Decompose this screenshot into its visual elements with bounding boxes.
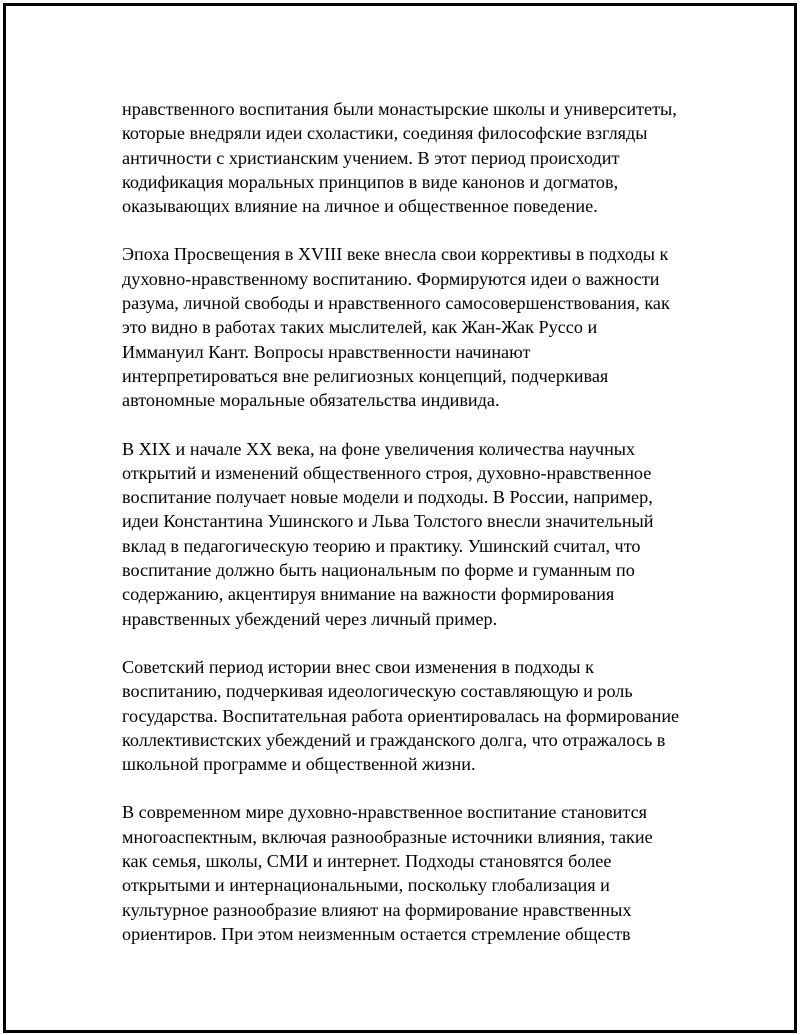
text-line: Советский период истории внес свои изменения в подходы к — [122, 656, 594, 677]
text-line: оказывающих влияние на личное и общественное поведение. — [122, 196, 598, 217]
text-line: воспитанию, подчеркивая идеологическую составляющую и роль — [122, 681, 633, 702]
text-line: В XIX и начале XX века, на фоне увеличения количества научных — [122, 438, 636, 459]
text-line: нравственного воспитания были монастырские школы и университеты, — [122, 99, 677, 119]
text-line: содержанию, акцентируя внимание на важности формирования — [122, 584, 615, 605]
text-line: идеи Константина Ушинского и Льва Толстого внесли значительный — [122, 511, 654, 532]
text-line: Эпоха Просвещения в XVIII веке внесла свои коррективы в подходы к — [122, 244, 669, 265]
text-line: открытий и изменений общественного строя, духовно-нравственное — [122, 462, 652, 483]
paragraph-3 — [122, 437, 722, 631]
text-line: государства. Воспитательная работа ориентировалась на формирование — [122, 705, 680, 726]
text-line: вклад в педагогическую теорию и практику. Ушинский считал, что — [122, 535, 641, 556]
text-line: духовно-нравственному воспитанию. Формируются идеи о важности — [122, 268, 660, 289]
text-line: нравственных убеждений через личный пример. — [122, 608, 498, 629]
text-line: воспитание получает новые модели и подходы. В России, например, — [122, 487, 653, 508]
paragraph-2 — [122, 242, 722, 412]
text-line: культурное разнообразие влияют на формирование нравственных — [122, 899, 632, 920]
text-line: это видно в работах таких мыслителей, как Жан-Жак Руссо и — [122, 317, 598, 338]
text-line: интерпретироваться вне религиозных концепций, подчеркивая — [122, 365, 609, 386]
text-line: воспитание должно быть национальным по форме и гуманным по — [122, 560, 635, 581]
text-line: разума, личной свободы и нравственного самосовершенствования, как — [122, 293, 670, 314]
text-line: как семья, школы, СМИ и интернет. Подходы становятся более — [122, 851, 612, 872]
text-line: В современном мире духовно-нравственное воспитание становится — [122, 802, 648, 823]
paragraph-1 — [122, 97, 722, 218]
text-line: автономные моральные обязательства индивида. — [122, 390, 500, 411]
text-line: многоаспектным, включая разнообразные источники влияния, такие — [122, 826, 653, 847]
text-line: которые внедряли идеи схоластики, соединяя философские взгляды — [122, 123, 648, 144]
text-line: кодификация моральных принципов в виде канонов и догматов, — [122, 171, 619, 192]
paragraph-5 — [122, 800, 722, 946]
text-line: открытыми и интернациональными, поскольку глобализация и — [122, 875, 610, 896]
text-line: школьной программе и общественной жизни. — [122, 754, 476, 775]
document-body — [122, 97, 722, 970]
text-line: Иммануил Кант. Вопросы нравственности начинают — [122, 341, 531, 362]
text-line: ориентиров. При этом неизменным остается стремление обществ — [122, 923, 631, 944]
text-line: античности с христианским учением. В этот период происходит — [122, 147, 620, 168]
text-line: коллективистских убеждений и гражданского долга, что отражалось в — [122, 729, 666, 750]
page-frame — [3, 3, 797, 1033]
paragraph-4 — [122, 655, 722, 776]
